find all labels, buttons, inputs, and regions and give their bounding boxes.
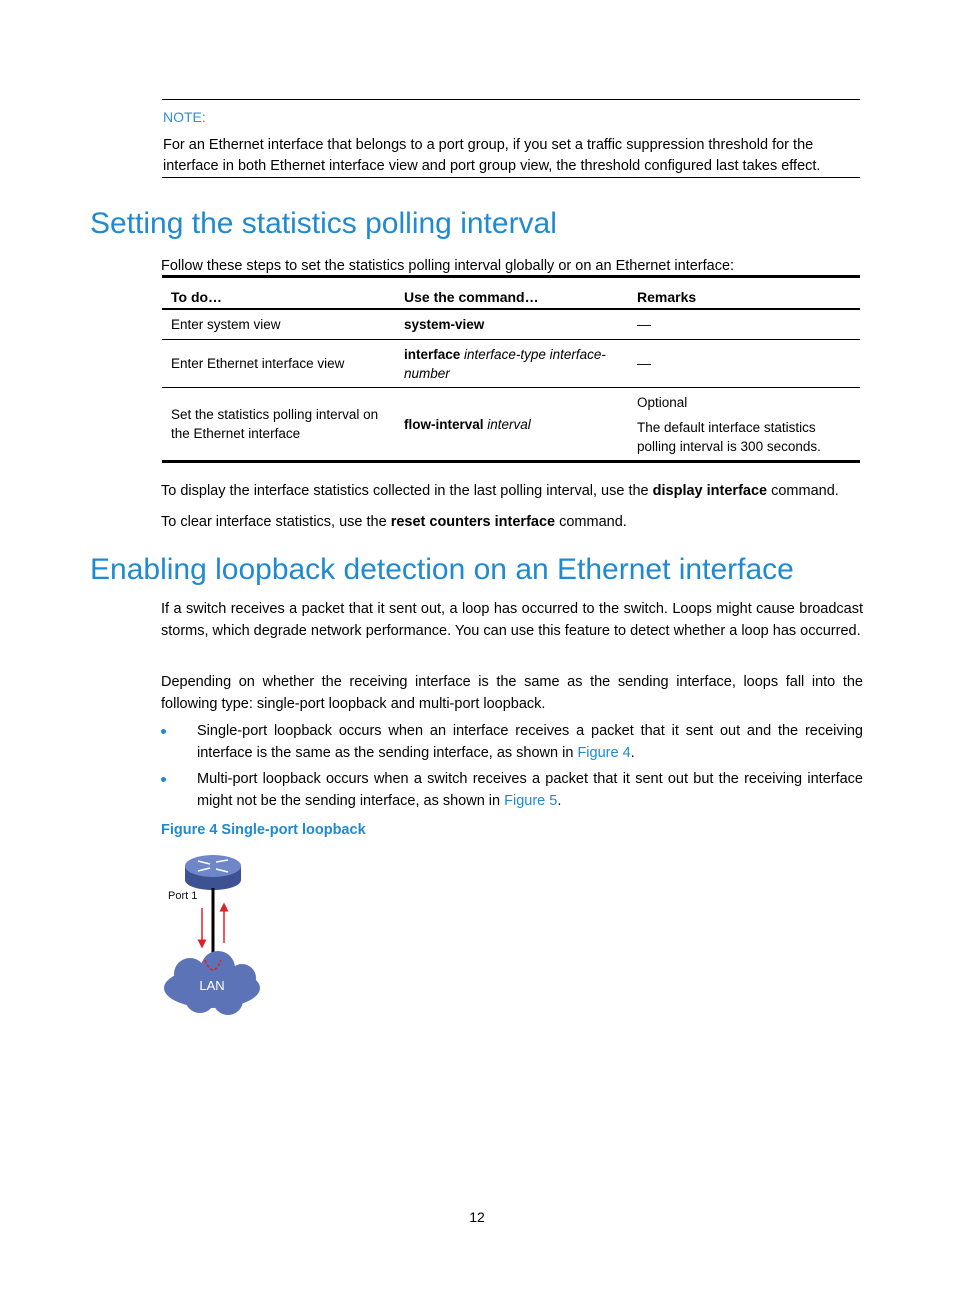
bullet-dot-icon — [161, 777, 166, 782]
table-row — [162, 309, 860, 340]
table-cell-remarks — [628, 388, 860, 462]
command-keyword: flow-interval — [404, 416, 484, 432]
switch-icon — [185, 855, 241, 890]
table-row — [162, 340, 860, 388]
figure-4-link[interactable]: Figure 4 — [577, 744, 631, 761]
reset-counters-text: To clear interface statistics, use the reset counters interface command. — [161, 514, 627, 530]
table-cell-todo: Enter Ethernet interface view — [162, 340, 395, 388]
display-interface-command: display interface — [652, 483, 768, 499]
note-text: For an Ethernet interface that belongs to a port group, if you set a traffic suppression threshold for the interface in both Ethernet interface view and port group view, the threshold configured last takes effect. — [163, 137, 821, 174]
loopback-paragraph-1: If a switch receives a packet that it sent out, a loop has occurred to the switch. Loops might cause broadcast storms, which degrade network performance. You can use this feature to detect whether a loop has occurred. — [161, 601, 863, 639]
display-interface-text: To display the interface statistics collected in the last polling interval, use the display interface command. — [161, 483, 839, 499]
polling-intro: Follow these steps to set the statistics polling interval globally or on an Ethernet interface: — [161, 258, 735, 274]
cloud-label: LAN — [199, 978, 225, 993]
page-number: 12 — [469, 1209, 485, 1225]
note-label: NOTE: — [163, 109, 206, 125]
loopback-paragraph-2: Depending on whether the receiving interface is the same as the sending interface, loops fall into the following type: single-port loopback and multi-port loopback. — [161, 674, 863, 712]
table-header-row — [162, 277, 860, 310]
command-argument: interval — [487, 416, 531, 432]
table-cell-command — [395, 309, 628, 340]
note-top-rule — [162, 99, 860, 100]
table-header-todo: To do… — [162, 277, 395, 310]
section-title-polling: Setting the statistics polling interval — [90, 207, 557, 240]
list-item: Multi-port loopback occurs when a switch receives a packet that it sent out but the receiving interface might not be the sending interface, as shown in Figure 5. — [161, 769, 863, 812]
figure-5-link[interactable]: Figure 5 — [504, 792, 558, 809]
note-bottom-rule — [162, 177, 860, 178]
table-cell-todo: Set the statistics polling interval on the Ethernet interface — [162, 388, 395, 462]
bullet-dot-icon — [161, 729, 166, 734]
list-item: Single-port loopback occurs when an interface receives a packet that it sent out and the receiving interface is the same as the sending interface, as shown in Figure 4. — [161, 721, 863, 764]
remark-optional: Optional — [637, 394, 688, 410]
remark-detail: The default interface statistics polling interval is 300 seconds. — [637, 419, 821, 454]
command-table — [162, 275, 860, 463]
table-cell-todo: Enter system view — [162, 309, 395, 340]
command-keyword: interface — [404, 346, 461, 362]
table-cell-command — [395, 388, 628, 462]
table-header-remarks: Remarks — [628, 277, 860, 310]
table-header-command: Use the command… — [395, 277, 628, 310]
command-keyword: system-view — [404, 317, 485, 332]
table-cell-command — [395, 340, 628, 388]
table-cell-remarks: — — [628, 309, 860, 340]
command-argument: interface-type interface-number — [404, 346, 606, 381]
port-label: Port 1 — [168, 890, 198, 902]
figure-caption: Figure 4 Single-port loopback — [161, 822, 366, 838]
table-cell-remarks: — — [628, 340, 860, 388]
table-row — [162, 388, 860, 462]
section-title-loopback: Enabling loopback detection on an Ethernet interface — [90, 553, 794, 586]
single-port-loopback-diagram — [160, 848, 270, 1020]
reset-counters-command: reset counters interface — [390, 514, 556, 530]
